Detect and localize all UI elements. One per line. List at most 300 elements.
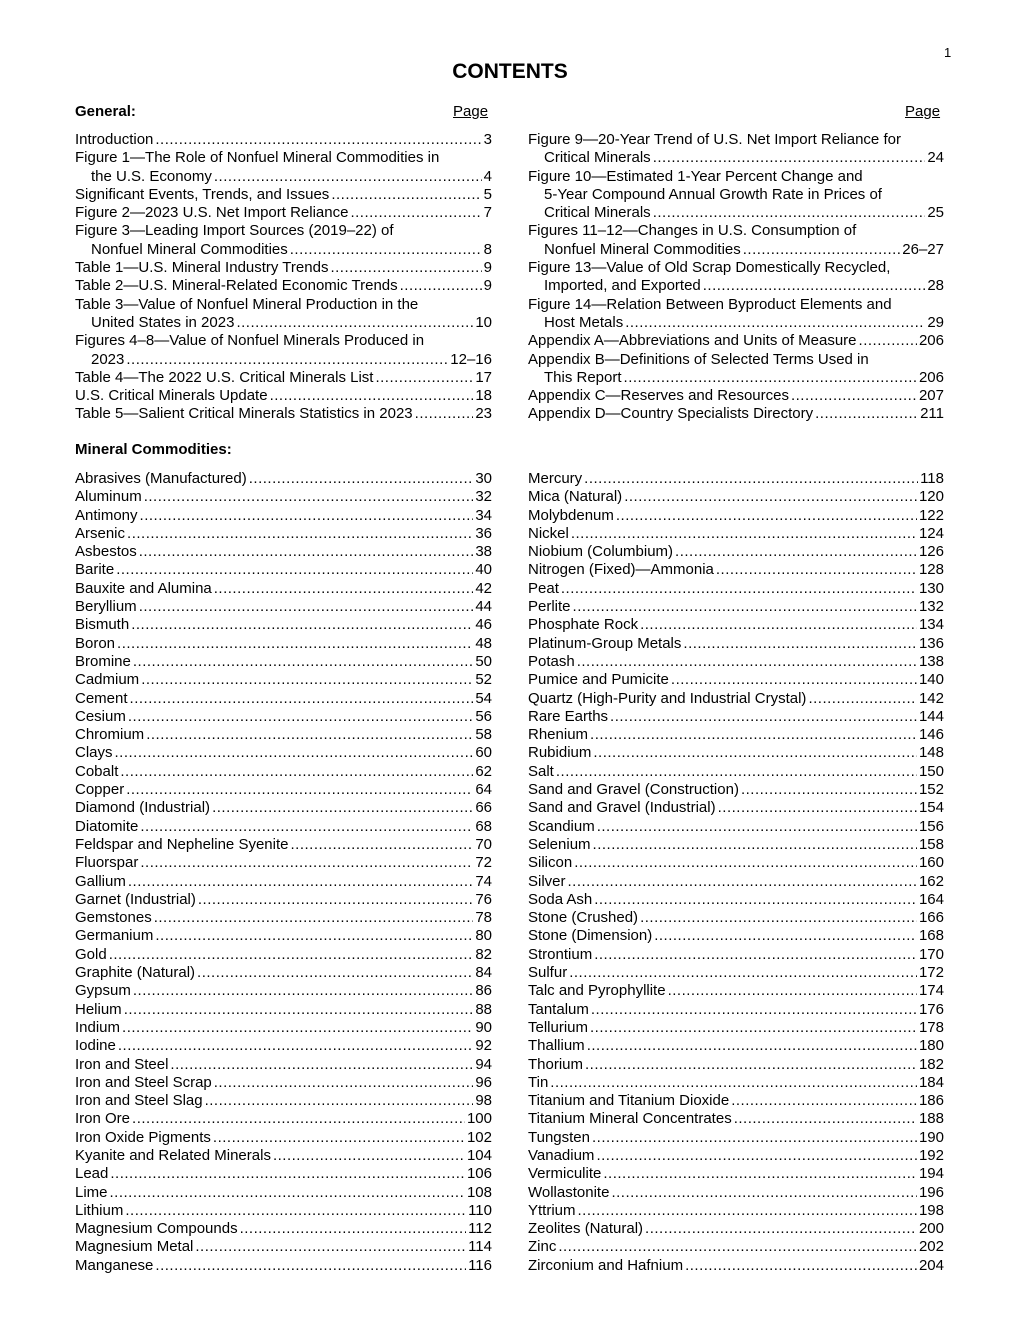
toc-entry-label: Perlite xyxy=(528,598,571,616)
toc-entry[interactable] xyxy=(528,964,944,982)
toc-entry-page: 118 xyxy=(920,470,944,487)
toc-entry[interactable] xyxy=(75,927,492,945)
toc-entry-page: 134 xyxy=(918,616,944,634)
dot-leader xyxy=(668,982,917,1000)
toc-entry[interactable] xyxy=(528,1238,944,1256)
toc-entry-page: 168 xyxy=(918,927,944,945)
toc-entry-page: 200 xyxy=(918,1220,944,1238)
toc-entry-label: Chromium xyxy=(75,726,145,744)
toc-entry[interactable] xyxy=(75,1110,492,1128)
dot-leader xyxy=(592,1129,917,1147)
toc-entry[interactable] xyxy=(528,818,944,836)
toc-entry-page: 40 xyxy=(475,561,492,579)
toc-entry-label: This Report xyxy=(544,368,622,386)
toc-entry[interactable] xyxy=(75,1129,492,1147)
toc-entry-page: 206 xyxy=(918,332,944,350)
dot-leader xyxy=(125,1202,466,1220)
toc-entry-label: Tellurium xyxy=(528,1018,589,1036)
toc-entry-label: Graphite (Natural) xyxy=(75,964,196,982)
dot-leader xyxy=(236,314,473,332)
toc-entry-page: 68 xyxy=(475,817,492,835)
toc-entry-page: 148 xyxy=(918,744,944,762)
dot-leader xyxy=(675,543,917,561)
toc-entry-group[interactable] xyxy=(528,168,944,223)
toc-entry-label: 2023 xyxy=(91,350,125,368)
toc-entry-page: 150 xyxy=(918,762,944,780)
dot-leader xyxy=(109,946,474,964)
toc-entry[interactable] xyxy=(75,168,492,186)
toc-entry[interactable] xyxy=(75,818,492,836)
toc-entry[interactable] xyxy=(75,982,492,1000)
toc-entry[interactable] xyxy=(75,744,492,762)
toc-entry[interactable] xyxy=(528,470,944,488)
toc-entry[interactable] xyxy=(75,488,492,506)
toc-entry-line: 5-Year Compound Annual Growth Rate in Prices of xyxy=(544,185,882,203)
dot-leader xyxy=(791,387,917,405)
dot-leader xyxy=(610,708,917,726)
toc-entry[interactable] xyxy=(528,1092,944,1110)
toc-entry-group[interactable] xyxy=(528,332,944,350)
toc-entry[interactable] xyxy=(528,1202,944,1220)
toc-entry[interactable] xyxy=(75,598,492,616)
toc-entry-page: 182 xyxy=(918,1055,944,1073)
toc-entry[interactable] xyxy=(528,671,944,689)
toc-entry[interactable] xyxy=(75,964,492,982)
toc-entry-page: 186 xyxy=(918,1092,944,1110)
toc-entry-group[interactable] xyxy=(75,405,492,423)
dot-leader xyxy=(703,277,926,295)
dot-leader xyxy=(128,873,473,891)
toc-entry-page: 36 xyxy=(475,524,492,542)
toc-entry-group[interactable] xyxy=(75,277,492,295)
toc-entry-group[interactable] xyxy=(75,296,492,333)
dot-leader xyxy=(741,781,917,799)
toc-entry-label: Iodine xyxy=(75,1037,116,1055)
toc-entry[interactable] xyxy=(75,1001,492,1019)
toc-entry-label: Gypsum xyxy=(75,982,131,1000)
toc-entry-group[interactable] xyxy=(528,296,944,333)
toc-entry[interactable] xyxy=(528,781,944,799)
toc-entry[interactable] xyxy=(75,131,492,149)
toc-entry-page: 62 xyxy=(475,762,492,780)
toc-entry[interactable] xyxy=(75,314,492,332)
toc-entry[interactable] xyxy=(528,982,944,1000)
toc-entry[interactable] xyxy=(528,405,944,423)
toc-entry-page: 88 xyxy=(475,1000,492,1018)
toc-entry-label: Zinc xyxy=(528,1238,557,1256)
toc-entry[interactable] xyxy=(528,946,944,964)
toc-entry-label: Iron and Steel Slag xyxy=(75,1092,203,1110)
toc-entry[interactable] xyxy=(75,708,492,726)
toc-entry[interactable] xyxy=(528,507,944,525)
dot-leader xyxy=(213,1129,465,1147)
toc-entry-page: 152 xyxy=(918,781,944,799)
toc-entry-label: Rare Earths xyxy=(528,707,609,725)
dot-leader xyxy=(743,241,901,259)
dot-leader xyxy=(578,1202,917,1220)
toc-entry[interactable] xyxy=(75,1202,492,1220)
toc-entry[interactable] xyxy=(528,1074,944,1092)
toc-entry-line: Appendix B—Definitions of Selected Terms Used in xyxy=(528,350,869,368)
toc-entry[interactable] xyxy=(528,635,944,653)
toc-entry-label: United States in 2023 xyxy=(91,313,235,331)
toc-entry[interactable] xyxy=(528,708,944,726)
toc-entry[interactable] xyxy=(528,690,944,708)
dot-leader xyxy=(550,1074,917,1092)
toc-entry[interactable] xyxy=(75,653,492,671)
toc-entry[interactable] xyxy=(528,616,944,634)
toc-entry-label: Nonfuel Mineral Commodities xyxy=(544,240,741,258)
toc-entry-label: Scandium xyxy=(528,817,595,835)
toc-entry[interactable] xyxy=(75,1037,492,1055)
toc-entry-label: Gemstones xyxy=(75,909,152,927)
toc-entry[interactable] xyxy=(528,726,944,744)
dot-leader xyxy=(270,387,474,405)
dot-leader xyxy=(117,635,473,653)
toc-entry-page: 112 xyxy=(468,1220,492,1238)
dot-leader xyxy=(120,763,473,781)
toc-entry[interactable] xyxy=(528,1257,944,1275)
toc-entry[interactable] xyxy=(75,580,492,598)
dot-leader xyxy=(569,964,917,982)
toc-entry-label: Arsenic xyxy=(75,524,126,542)
dot-leader xyxy=(594,946,917,964)
toc-entry-label: Bromine xyxy=(75,652,131,670)
toc-entry[interactable] xyxy=(75,1056,492,1074)
toc-entry-label: Figure 2—2023 U.S. Net Import Reliance xyxy=(75,204,349,222)
toc-entry-label: Diatomite xyxy=(75,817,139,835)
toc-entry-label: Aluminum xyxy=(75,488,142,506)
toc-entry-label: Mica (Natural) xyxy=(528,488,623,506)
toc-entry-label: Appendix D—Country Specialists Directory xyxy=(528,405,814,423)
toc-entry-group[interactable] xyxy=(75,259,492,277)
toc-entry-label: Appendix C—Reserves and Resources xyxy=(528,387,789,405)
toc-entry[interactable] xyxy=(75,1220,492,1238)
toc-entry-group[interactable] xyxy=(75,222,492,259)
toc-entry-group[interactable] xyxy=(528,351,944,388)
toc-entry-page: 188 xyxy=(918,1110,944,1128)
toc-entry-group[interactable] xyxy=(528,131,944,168)
toc-entry-page: 100 xyxy=(466,1110,492,1128)
toc-entry-page: 12–16 xyxy=(450,350,492,368)
dot-leader xyxy=(596,1147,917,1165)
toc-entry-page: 17 xyxy=(475,368,492,386)
toc-entry[interactable] xyxy=(528,580,944,598)
toc-entry[interactable] xyxy=(528,598,944,616)
toc-entry[interactable] xyxy=(75,1238,492,1256)
toc-entry-page: 166 xyxy=(918,909,944,927)
toc-entry[interactable] xyxy=(528,799,944,817)
toc-entry-label: Table 2—U.S. Mineral-Related Economic Trends xyxy=(75,277,398,295)
toc-entry-page: 104 xyxy=(466,1146,492,1164)
toc-entry-page: 96 xyxy=(475,1073,492,1091)
toc-entry-page: 82 xyxy=(475,945,492,963)
toc-entry[interactable] xyxy=(528,1220,944,1238)
minerals-list-right xyxy=(528,470,944,1275)
toc-entry[interactable] xyxy=(75,799,492,817)
toc-entry-group[interactable] xyxy=(528,222,944,259)
dot-leader xyxy=(603,1165,917,1183)
toc-entry[interactable] xyxy=(75,671,492,689)
toc-entry[interactable] xyxy=(528,369,944,387)
dot-leader xyxy=(718,799,917,817)
toc-entry-line: Table 3—Value of Nonfuel Mineral Production in the xyxy=(75,295,419,313)
toc-entry-page: 180 xyxy=(918,1037,944,1055)
toc-entry[interactable] xyxy=(75,1257,492,1275)
toc-entry[interactable] xyxy=(75,909,492,927)
toc-entry[interactable] xyxy=(528,1019,944,1037)
toc-entry-group[interactable] xyxy=(75,131,492,149)
toc-entry-page: 156 xyxy=(918,817,944,835)
toc-entry-group[interactable] xyxy=(75,186,492,204)
toc-entry[interactable] xyxy=(75,1165,492,1183)
toc-entry-label: Table 4—The 2022 U.S. Critical Minerals List xyxy=(75,368,374,386)
toc-entry[interactable] xyxy=(528,763,944,781)
toc-entry-page: 154 xyxy=(918,799,944,817)
dot-leader xyxy=(731,1092,917,1110)
toc-entry-label: Cesium xyxy=(75,707,126,725)
toc-entry[interactable] xyxy=(528,1037,944,1055)
toc-entry-label: Gold xyxy=(75,945,107,963)
toc-entry[interactable] xyxy=(528,891,944,909)
dot-leader xyxy=(126,781,473,799)
toc-entry-group[interactable] xyxy=(528,387,944,405)
dot-leader xyxy=(594,891,917,909)
toc-entry[interactable] xyxy=(75,635,492,653)
dot-leader xyxy=(144,488,474,506)
toc-entry-label: Nitrogen (Fixed)—Ammonia xyxy=(528,561,714,579)
dot-leader xyxy=(146,726,473,744)
toc-entry[interactable] xyxy=(528,927,944,945)
dot-leader xyxy=(558,1238,917,1256)
toc-entry[interactable] xyxy=(75,873,492,891)
toc-entry-page: 178 xyxy=(918,1018,944,1036)
toc-entry-page: 106 xyxy=(466,1165,492,1183)
toc-entry[interactable] xyxy=(75,1019,492,1037)
toc-entry[interactable] xyxy=(75,405,492,423)
toc-entry[interactable] xyxy=(75,241,492,259)
toc-entry[interactable] xyxy=(528,1056,944,1074)
toc-entry-label: Sulfur xyxy=(528,964,568,982)
toc-entry[interactable] xyxy=(75,351,492,369)
toc-entry-line: Figure 14—Relation Between Byproduct Elements and xyxy=(528,295,892,313)
dot-leader xyxy=(571,525,917,543)
toc-entry-line: Figures 11–12—Changes in U.S. Consumption of xyxy=(528,222,857,240)
toc-entry-label: Asbestos xyxy=(75,543,137,561)
toc-entry[interactable] xyxy=(75,277,492,295)
toc-entry-page: 126 xyxy=(918,543,944,561)
toc-entry[interactable] xyxy=(75,854,492,872)
toc-entry-page: 206 xyxy=(918,368,944,386)
toc-entry[interactable] xyxy=(528,1001,944,1019)
toc-entry-group[interactable] xyxy=(75,204,492,222)
toc-entry[interactable] xyxy=(75,561,492,579)
toc-entry[interactable] xyxy=(528,1147,944,1165)
toc-entry[interactable] xyxy=(528,1165,944,1183)
toc-entry-group[interactable] xyxy=(528,405,944,423)
dot-leader xyxy=(683,635,917,653)
dot-leader xyxy=(116,561,473,579)
toc-entry-page: 9 xyxy=(483,259,492,277)
toc-entry-page: 196 xyxy=(918,1183,944,1201)
toc-entry-page: 4 xyxy=(483,167,492,185)
toc-entry-label: Helium xyxy=(75,1000,122,1018)
toc-entry[interactable] xyxy=(528,149,944,167)
toc-entry-page: 90 xyxy=(475,1018,492,1036)
toc-entry[interactable] xyxy=(75,1184,492,1202)
dot-leader xyxy=(654,927,917,945)
dot-leader xyxy=(624,369,917,387)
toc-entry[interactable] xyxy=(75,781,492,799)
toc-entry-group[interactable] xyxy=(528,259,944,296)
minerals-list-left xyxy=(75,470,492,1275)
toc-entry-label: Silver xyxy=(528,872,566,890)
general-list-right xyxy=(528,131,944,424)
toc-entry[interactable] xyxy=(75,470,492,488)
dot-leader xyxy=(577,653,917,671)
toc-entry[interactable] xyxy=(75,836,492,854)
toc-entry[interactable] xyxy=(528,332,944,350)
toc-entry[interactable] xyxy=(75,369,492,387)
toc-entry[interactable] xyxy=(528,1110,944,1128)
toc-entry-label: Rubidium xyxy=(528,744,592,762)
toc-entry[interactable] xyxy=(75,1074,492,1092)
toc-entry-label: Peat xyxy=(528,579,559,597)
toc-entry[interactable] xyxy=(75,525,492,543)
dot-leader xyxy=(273,1147,465,1165)
toc-entry[interactable] xyxy=(75,543,492,561)
dot-leader xyxy=(110,1184,465,1202)
toc-entry[interactable] xyxy=(528,525,944,543)
toc-entry[interactable] xyxy=(75,259,492,277)
toc-entry-label: Tantalum xyxy=(528,1000,589,1018)
toc-entry-page: 46 xyxy=(475,616,492,634)
toc-entry-label: Diamond (Industrial) xyxy=(75,799,211,817)
toc-entry[interactable] xyxy=(528,836,944,854)
dot-leader xyxy=(653,204,926,222)
toc-entry[interactable] xyxy=(75,186,492,204)
toc-entry-label: Iron and Steel xyxy=(75,1055,169,1073)
toc-entry[interactable] xyxy=(528,1129,944,1147)
dot-leader xyxy=(140,507,474,525)
toc-entry[interactable] xyxy=(75,507,492,525)
toc-entry-page: 176 xyxy=(918,1000,944,1018)
toc-entry-page: 44 xyxy=(475,598,492,616)
dot-leader xyxy=(110,1165,465,1183)
toc-entry-page: 42 xyxy=(475,579,492,597)
toc-entry-label: Critical Minerals xyxy=(544,149,651,167)
toc-entry-label: U.S. Critical Minerals Update xyxy=(75,387,268,405)
toc-entry-page: 28 xyxy=(927,277,944,295)
toc-entry[interactable] xyxy=(528,543,944,561)
toc-entry-label: Cobalt xyxy=(75,762,119,780)
dot-leader xyxy=(155,1257,466,1275)
dot-leader xyxy=(205,1092,474,1110)
toc-entry-page: 122 xyxy=(918,506,944,524)
toc-entry[interactable] xyxy=(528,241,944,259)
toc-entry-group[interactable] xyxy=(75,332,492,369)
toc-entry[interactable] xyxy=(528,1184,944,1202)
general-heading: General: xyxy=(75,103,136,120)
toc-entry-page: 3 xyxy=(483,131,492,148)
toc-entry-page: 84 xyxy=(475,964,492,982)
toc-entry[interactable] xyxy=(528,653,944,671)
toc-entry-group[interactable] xyxy=(75,149,492,186)
dot-leader xyxy=(155,131,481,149)
dot-leader xyxy=(593,836,917,854)
toc-entry-label: Nonfuel Mineral Commodities xyxy=(91,240,288,258)
toc-entry[interactable] xyxy=(75,690,492,708)
toc-entry[interactable] xyxy=(75,946,492,964)
dot-leader xyxy=(584,470,918,488)
toc-entry-label: Manganese xyxy=(75,1256,154,1274)
toc-entry-label: Gallium xyxy=(75,872,126,890)
toc-entry-page: 29 xyxy=(927,313,944,331)
toc-entry-label: Wollastonite xyxy=(528,1183,610,1201)
toc-entry[interactable] xyxy=(528,854,944,872)
toc-entry-page: 146 xyxy=(918,726,944,744)
toc-entry[interactable] xyxy=(528,909,944,927)
toc-entry-page: 207 xyxy=(918,387,944,405)
toc-entry[interactable] xyxy=(75,763,492,781)
toc-entry-label: Thorium xyxy=(528,1055,584,1073)
dot-leader xyxy=(400,277,482,295)
toc-entry-label: Germanium xyxy=(75,927,154,945)
toc-entry-label: Feldspar and Nepheline Syenite xyxy=(75,835,289,853)
toc-entry[interactable] xyxy=(75,726,492,744)
toc-entry-page: 18 xyxy=(475,387,492,405)
toc-entry[interactable] xyxy=(528,204,944,222)
dot-leader xyxy=(249,470,474,488)
toc-entry[interactable] xyxy=(528,387,944,405)
toc-entry[interactable] xyxy=(528,277,944,295)
dot-leader xyxy=(214,1074,474,1092)
toc-entry-page: 50 xyxy=(475,652,492,670)
toc-entry[interactable] xyxy=(75,387,492,405)
dot-leader xyxy=(587,1037,917,1055)
toc-entry[interactable] xyxy=(75,204,492,222)
toc-entry[interactable] xyxy=(75,616,492,634)
dot-leader xyxy=(126,351,448,369)
toc-entry-page: 136 xyxy=(918,634,944,652)
toc-entry-page: 164 xyxy=(918,890,944,908)
toc-entry[interactable] xyxy=(528,314,944,332)
toc-entry[interactable] xyxy=(75,891,492,909)
toc-entry-group[interactable] xyxy=(75,387,492,405)
dot-leader xyxy=(624,488,917,506)
toc-entry-label: Quartz (High-Purity and Industrial Crystal) xyxy=(528,689,807,707)
toc-entry-label: Critical Minerals xyxy=(544,204,651,222)
toc-entry-label: Iron Oxide Pigments xyxy=(75,1128,211,1146)
toc-entry-label: Bismuth xyxy=(75,616,130,634)
toc-entry-label: Tungsten xyxy=(528,1128,590,1146)
dot-leader xyxy=(214,168,482,186)
toc-entry-label: Phosphate Rock xyxy=(528,616,639,634)
toc-entry[interactable] xyxy=(75,1147,492,1165)
toc-entry[interactable] xyxy=(528,744,944,762)
dot-leader xyxy=(734,1110,917,1128)
toc-entry[interactable] xyxy=(528,561,944,579)
toc-entry[interactable] xyxy=(528,873,944,891)
toc-entry[interactable] xyxy=(75,1092,492,1110)
toc-entry-page: 160 xyxy=(918,854,944,872)
toc-entry-line: Figure 10—Estimated 1-Year Percent Change and xyxy=(528,167,863,185)
toc-entry-group[interactable] xyxy=(75,369,492,387)
toc-entry-label: Significant Events, Trends, and Issues xyxy=(75,185,330,203)
toc-entry-line: Figure 1—The Role of Nonfuel Mineral Commodities in xyxy=(75,149,440,167)
toc-entry[interactable] xyxy=(528,488,944,506)
toc-entry-page: 24 xyxy=(927,149,944,167)
